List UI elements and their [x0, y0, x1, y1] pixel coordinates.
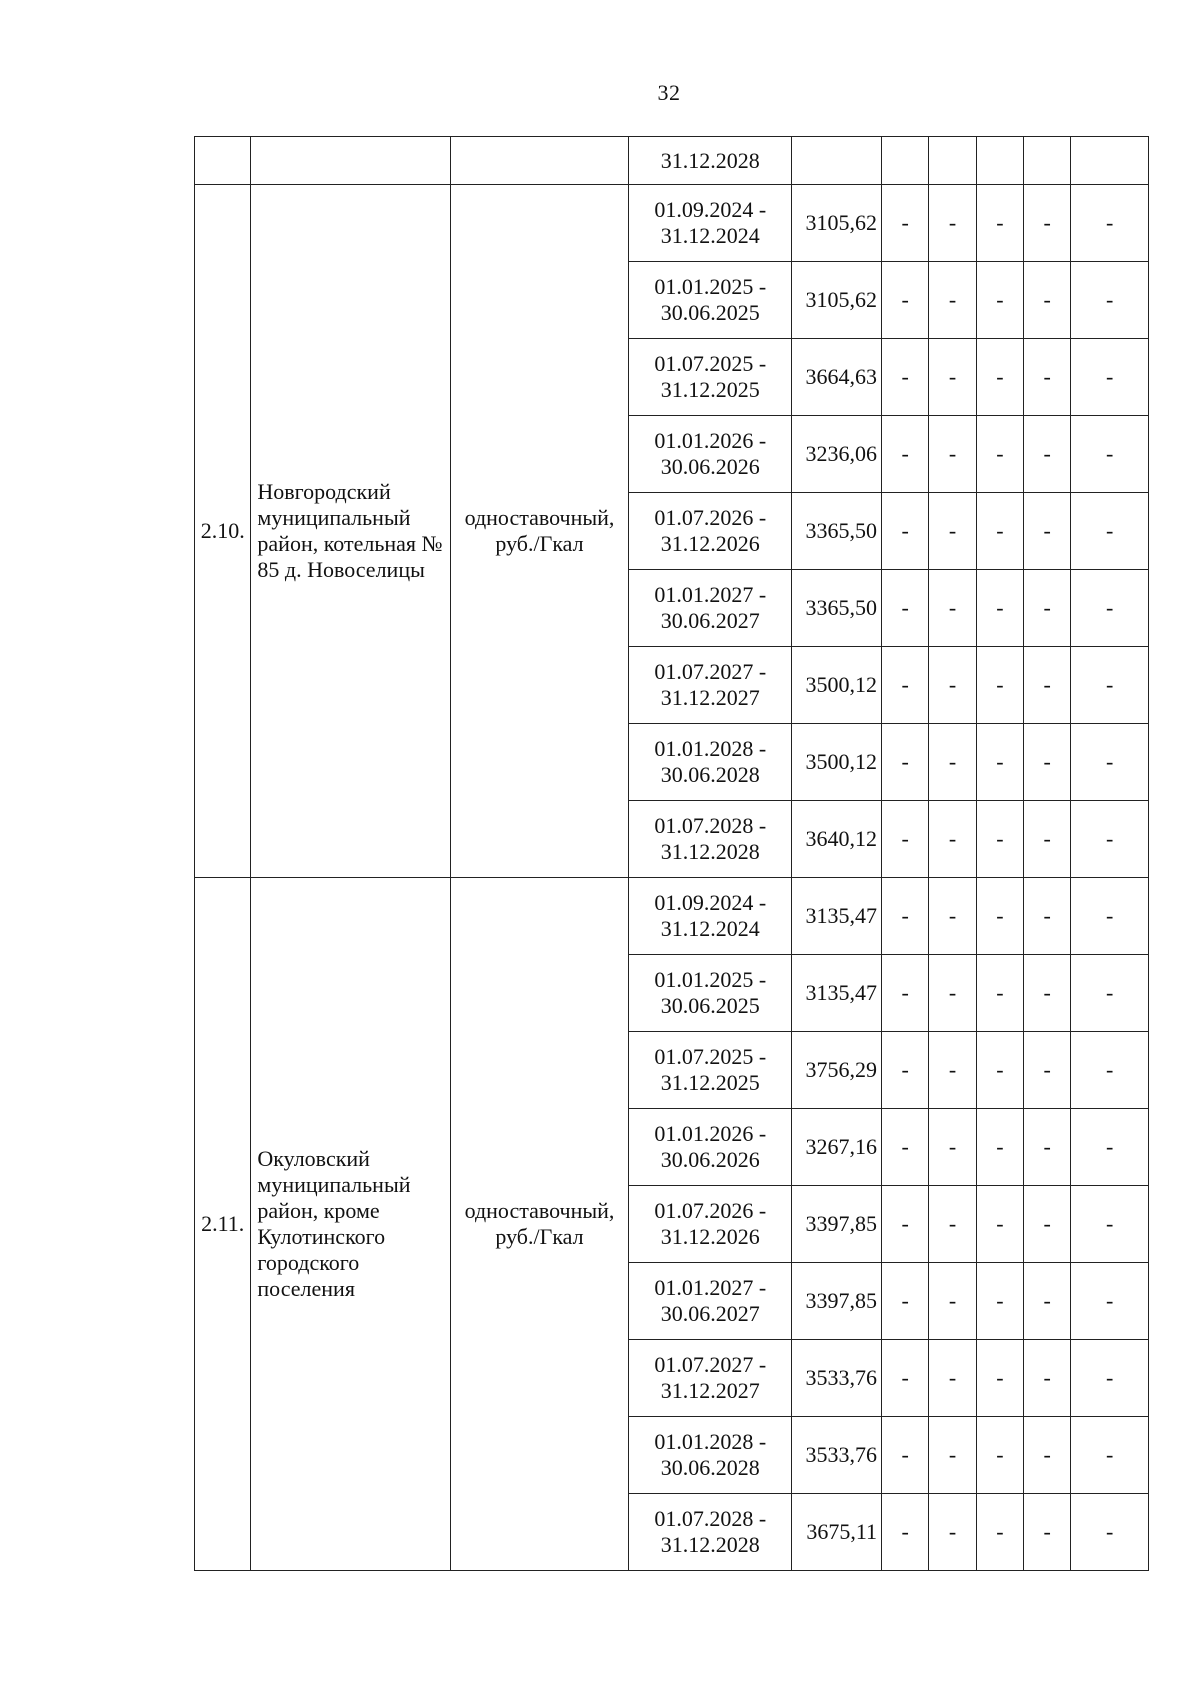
dash-cell: -: [929, 1494, 976, 1571]
period-start: 01.09.2024 -: [654, 197, 767, 222]
period-end: 31.12.2025: [660, 377, 760, 402]
item-number-cell: 2.11.: [195, 878, 251, 1571]
dash-cell: -: [1071, 801, 1149, 878]
tariff-value-cell: 3365,50: [792, 493, 882, 570]
dash-cell: -: [1024, 493, 1071, 570]
dash-cell: -: [882, 724, 929, 801]
dash-cell: -: [1024, 339, 1071, 416]
dash-cell: -: [882, 1032, 929, 1109]
empty-cell: [929, 137, 976, 185]
dash-cell: -: [1024, 1109, 1071, 1186]
dash-cell: -: [882, 416, 929, 493]
dash-cell: -: [976, 724, 1023, 801]
dash-cell: -: [1071, 724, 1149, 801]
dash-cell: -: [1024, 647, 1071, 724]
period-start: 01.07.2026 -: [654, 505, 767, 530]
period-cell: [629, 955, 792, 1032]
dash-cell: -: [929, 339, 976, 416]
dash-cell: -: [882, 1340, 929, 1417]
period-end: 30.06.2026: [660, 454, 760, 479]
dash-cell: -: [1024, 1340, 1071, 1417]
continuation-row: [195, 137, 1149, 185]
dash-cell: -: [976, 1109, 1023, 1186]
dash-cell: -: [976, 878, 1023, 955]
dash-cell: -: [882, 262, 929, 339]
period-start: 01.07.2028 -: [654, 1506, 767, 1531]
dash-cell: -: [882, 801, 929, 878]
no-cell: [195, 137, 251, 185]
dash-cell: -: [1071, 416, 1149, 493]
dash-cell: -: [1024, 1186, 1071, 1263]
dash-cell: -: [882, 1494, 929, 1571]
dash-cell: -: [1024, 416, 1071, 493]
municipality-name-cell: Окуловский муниципальный район, кроме Кулотинского городского поселения: [251, 878, 450, 1571]
period-start: 01.01.2026 -: [654, 1121, 767, 1146]
dash-cell: -: [882, 878, 929, 955]
rate-type-cell: [450, 137, 628, 185]
dash-cell: -: [1024, 724, 1071, 801]
period-start: 01.01.2025 -: [654, 274, 767, 299]
dash-cell: -: [1071, 1263, 1149, 1340]
period-cell: [629, 493, 792, 570]
dash-cell: -: [929, 1263, 976, 1340]
dash-cell: -: [1071, 1186, 1149, 1263]
dash-cell: -: [1024, 878, 1071, 955]
period-end: 31.12.2025: [660, 1070, 760, 1095]
period-cell: [629, 1186, 792, 1263]
dash-cell: -: [1071, 878, 1149, 955]
tariff-value-cell: 3105,62: [792, 185, 882, 262]
dash-cell: -: [976, 185, 1023, 262]
dash-cell: -: [882, 647, 929, 724]
dash-cell: -: [976, 570, 1023, 647]
period-end: 31.12.2027: [660, 685, 760, 710]
table-row: [195, 185, 1149, 262]
dash-cell: -: [976, 1186, 1023, 1263]
period-start: 01.01.2027 -: [654, 1275, 767, 1300]
dash-cell: -: [1071, 570, 1149, 647]
period-start: 01.01.2027 -: [654, 582, 767, 607]
dash-cell: -: [882, 1186, 929, 1263]
tariff-value-cell: 3640,12: [792, 801, 882, 878]
period-start: 01.01.2028 -: [654, 736, 767, 761]
tariff-value-cell: 3533,76: [792, 1417, 882, 1494]
tariff-value-cell: 3365,50: [792, 570, 882, 647]
dash-cell: -: [929, 1186, 976, 1263]
dash-cell: -: [929, 185, 976, 262]
dash-cell: -: [882, 1263, 929, 1340]
period-cell: [629, 1032, 792, 1109]
rate-type-cell: одноставочный, руб./Гкал: [450, 185, 628, 878]
period-cell: [629, 339, 792, 416]
period-end: 31.12.2026: [660, 1224, 760, 1249]
dash-cell: -: [929, 1032, 976, 1109]
period-start: 01.07.2027 -: [654, 1352, 767, 1377]
empty-cell: [1024, 137, 1071, 185]
tariff-value-cell: 3236,06: [792, 416, 882, 493]
dash-cell: -: [976, 493, 1023, 570]
period-end: 30.06.2028: [660, 1455, 760, 1480]
dash-cell: -: [929, 801, 976, 878]
tariff-value-cell: 3500,12: [792, 647, 882, 724]
tariff-value-cell: 3533,76: [792, 1340, 882, 1417]
dash-cell: -: [929, 1417, 976, 1494]
dash-cell: -: [976, 647, 1023, 724]
period-cell: [629, 1340, 792, 1417]
dash-cell: -: [1024, 955, 1071, 1032]
dash-cell: -: [882, 1109, 929, 1186]
dash-cell: -: [1071, 1340, 1149, 1417]
period-start: 01.09.2024 -: [654, 890, 767, 915]
dash-cell: -: [882, 1417, 929, 1494]
value-cell: [792, 137, 882, 185]
period-cell: [629, 416, 792, 493]
period-cell: 31.12.2028: [629, 137, 792, 185]
tariff-value-cell: 3267,16: [792, 1109, 882, 1186]
period-end: 30.06.2025: [660, 300, 760, 325]
dash-cell: -: [1024, 1417, 1071, 1494]
dash-cell: -: [976, 1263, 1023, 1340]
dash-cell: -: [929, 1109, 976, 1186]
dash-cell: -: [929, 262, 976, 339]
period-start: 01.01.2028 -: [654, 1429, 767, 1454]
period-cell: [629, 570, 792, 647]
period-cell: [629, 1109, 792, 1186]
empty-cell: [1071, 137, 1149, 185]
dash-cell: -: [1071, 955, 1149, 1032]
period-cell: [629, 724, 792, 801]
period-end: 30.06.2028: [660, 762, 760, 787]
dash-cell: -: [929, 570, 976, 647]
table-row: [195, 878, 1149, 955]
dash-cell: -: [976, 339, 1023, 416]
dash-cell: -: [929, 878, 976, 955]
dash-cell: -: [1024, 185, 1071, 262]
dash-cell: -: [976, 416, 1023, 493]
tariff-value-cell: 3664,63: [792, 339, 882, 416]
dash-cell: -: [929, 1340, 976, 1417]
empty-cell: [882, 137, 929, 185]
dash-cell: -: [976, 1417, 1023, 1494]
tariff-value-cell: 3135,47: [792, 878, 882, 955]
period-start: 01.07.2025 -: [654, 1044, 767, 1069]
period-cell: [629, 647, 792, 724]
tariff-value-cell: 3756,29: [792, 1032, 882, 1109]
dash-cell: -: [1024, 801, 1071, 878]
dash-cell: -: [882, 493, 929, 570]
period-start: 01.01.2026 -: [654, 428, 767, 453]
dash-cell: -: [1024, 262, 1071, 339]
period-end: 30.06.2027: [660, 1301, 760, 1326]
period-cell: [629, 1263, 792, 1340]
dash-cell: -: [882, 185, 929, 262]
dash-cell: -: [929, 724, 976, 801]
period-cell: [629, 262, 792, 339]
tariff-value-cell: 3500,12: [792, 724, 882, 801]
dash-cell: -: [1071, 647, 1149, 724]
tariff-value-cell: 3675,11: [792, 1494, 882, 1571]
period-end: 31.12.2028: [660, 1532, 760, 1557]
name-cell: [251, 137, 450, 185]
period-start: 01.07.2028 -: [654, 813, 767, 838]
dash-cell: -: [1071, 1109, 1149, 1186]
period-start: 01.07.2027 -: [654, 659, 767, 684]
period-end: 31.12.2027: [660, 1378, 760, 1403]
rate-type-cell: одноставочный, руб./Гкал: [450, 878, 628, 1571]
dash-cell: -: [929, 416, 976, 493]
tariff-table: [194, 136, 1149, 1571]
dash-cell: -: [882, 339, 929, 416]
period-start: 01.01.2025 -: [654, 967, 767, 992]
dash-cell: -: [929, 493, 976, 570]
period-end: 30.06.2027: [660, 608, 760, 633]
empty-cell: [976, 137, 1023, 185]
dash-cell: -: [1071, 493, 1149, 570]
period-cell: [629, 878, 792, 955]
dash-cell: -: [976, 1494, 1023, 1571]
dash-cell: -: [1071, 339, 1149, 416]
period-end: 31.12.2024: [660, 223, 760, 248]
dash-cell: -: [1071, 262, 1149, 339]
period-start: 01.07.2026 -: [654, 1198, 767, 1223]
period-end: 30.06.2026: [660, 1147, 760, 1172]
item-number-cell: 2.10.: [195, 185, 251, 878]
dash-cell: -: [1024, 1032, 1071, 1109]
dash-cell: -: [882, 570, 929, 647]
dash-cell: -: [976, 955, 1023, 1032]
dash-cell: -: [976, 1340, 1023, 1417]
dash-cell: -: [1071, 1494, 1149, 1571]
dash-cell: -: [976, 262, 1023, 339]
page-number: 32: [657, 80, 681, 105]
tariff-value-cell: 3135,47: [792, 955, 882, 1032]
tariff-value-cell: 3397,85: [792, 1263, 882, 1340]
period-end: 31.12.2026: [660, 531, 760, 556]
tariff-value-cell: 3105,62: [792, 262, 882, 339]
dash-cell: -: [882, 955, 929, 1032]
municipality-name-cell: Новгородский муниципальный район, котельная № 85 д. Новоселицы: [251, 185, 450, 878]
period-start: 01.07.2025 -: [654, 351, 767, 376]
period-cell: [629, 185, 792, 262]
dash-cell: -: [1024, 1263, 1071, 1340]
dash-cell: -: [1024, 1494, 1071, 1571]
dash-cell: -: [1071, 185, 1149, 262]
dash-cell: -: [1071, 1032, 1149, 1109]
period-end: 30.06.2025: [660, 993, 760, 1018]
period-end: 31.12.2024: [660, 916, 760, 941]
table-body: [195, 137, 1149, 1571]
period-cell: [629, 801, 792, 878]
period-cell: [629, 1494, 792, 1571]
period-cell: [629, 1417, 792, 1494]
tariff-value-cell: 3397,85: [792, 1186, 882, 1263]
dash-cell: -: [1024, 570, 1071, 647]
dash-cell: -: [976, 801, 1023, 878]
period-end: 31.12.2028: [660, 839, 760, 864]
dash-cell: -: [929, 955, 976, 1032]
dash-cell: -: [929, 647, 976, 724]
dash-cell: -: [976, 1032, 1023, 1109]
dash-cell: -: [1071, 1417, 1149, 1494]
